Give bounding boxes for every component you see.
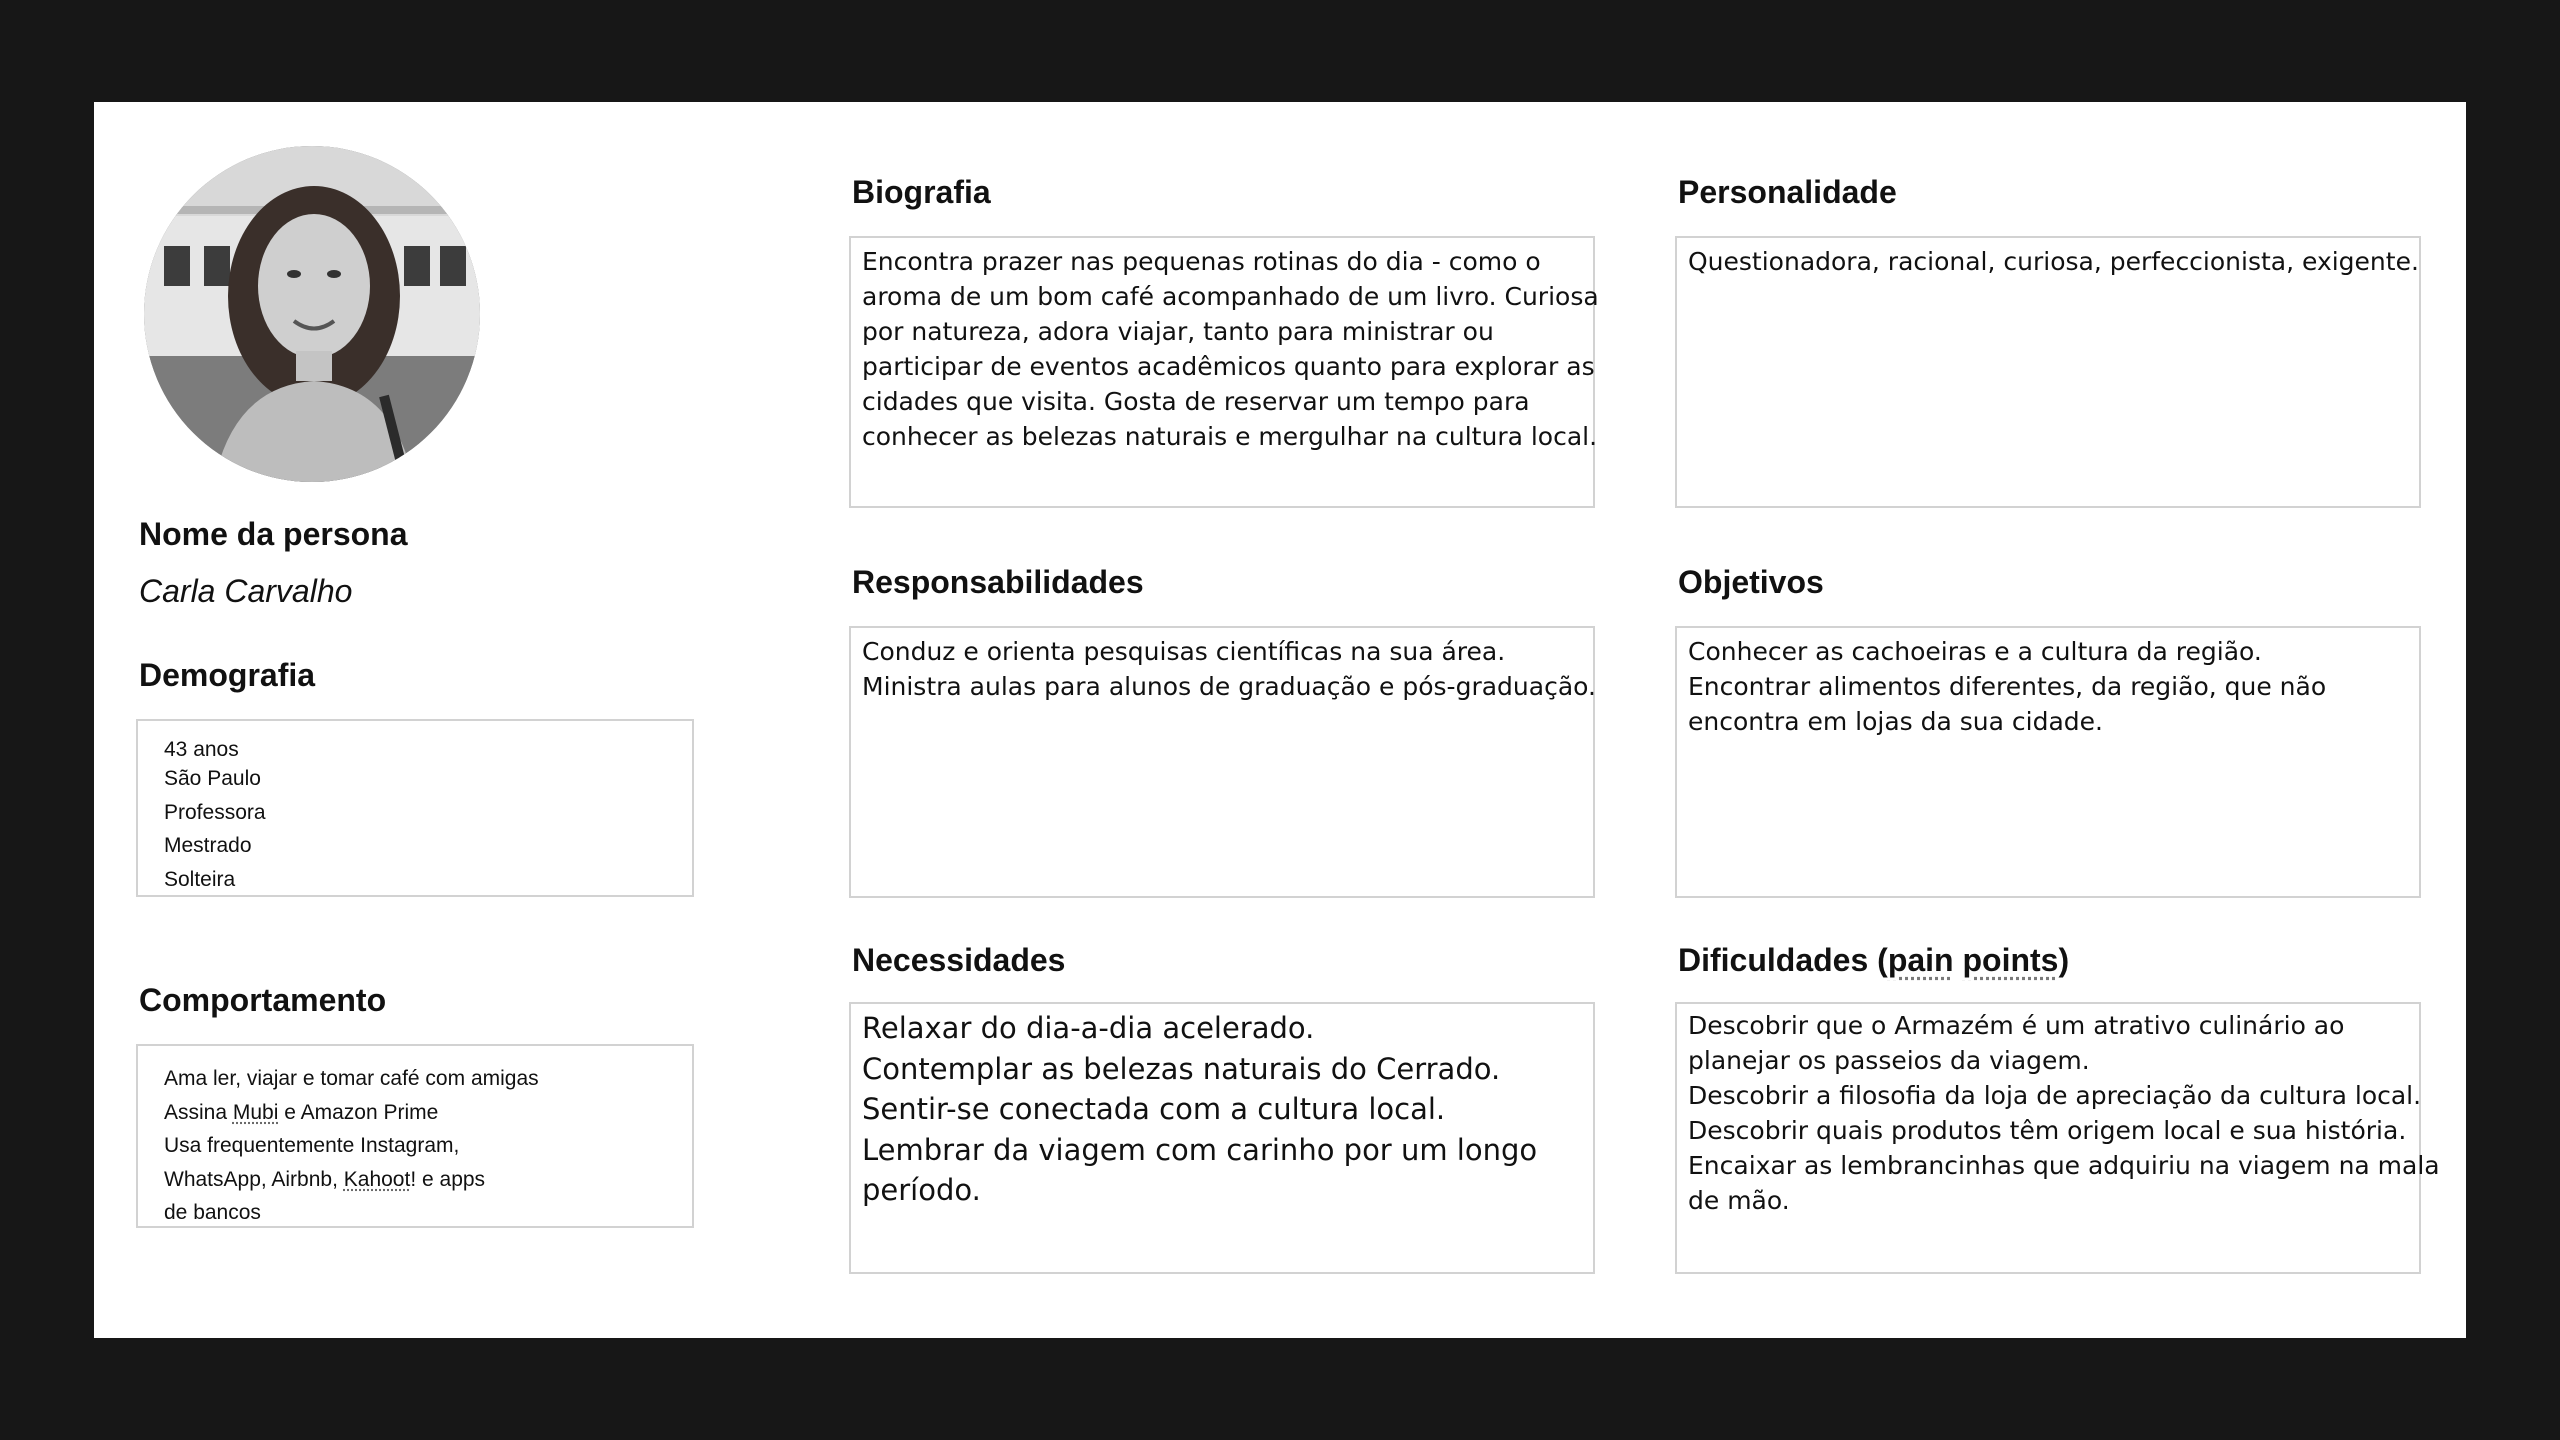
persona-portrait-icon: [144, 146, 480, 482]
necessidades-text: Relaxar do dia-a-dia acelerado. Contemplar as belezas naturais do Cerrado. Sentir-se conectada com a cultura local. Lembrar da viagem com carinho por um longo período.: [862, 1011, 1538, 1207]
objetivos-heading: Objetivos: [1678, 564, 1824, 600]
personalidade-heading: Personalidade: [1678, 174, 1897, 210]
comportamento-line: Usa frequentemente Instagram,: [164, 1134, 460, 1157]
comportamento-list: [164, 1062, 539, 1230]
comportamento-heading: Comportamento: [139, 982, 387, 1018]
personalidade-text: Questionadora, racional, curiosa, perfeccionista, exigente.: [1688, 247, 2419, 276]
comportamento-line: de bancos: [164, 1201, 261, 1224]
demografia-heading: Demografia: [139, 657, 316, 693]
dificuldades-text: Descobrir que o Armazém é um atrativo culinário ao planejar os passeios da viagem. Descobrir a filosofia da loja de apreciação da cultura local. Descobrir quais produtos têm origem local e sua história. Encaixar as lembrancinhas que adquiriu na viagem na mala de mão.: [1688, 1011, 2440, 1215]
demografia-item: São Paulo: [164, 767, 261, 790]
comportamento-line: Ama ler, viajar e tomar café com amigas: [164, 1067, 539, 1090]
biografia-text: Encontra prazer nas pequenas rotinas do dia - como o aroma de um bom café acompanhado de um livro. Curiosa por natureza, adora viajar, tanto para ministrar ou participar de eventos acadêmicos quanto para explorar as cidades que visita. Gosta de reservar um tempo para conhecer as belezas naturais e mergulhar na cultura local.: [862, 247, 1599, 451]
comportamento-line: Assina Mubi e Amazon Prime: [164, 1100, 439, 1124]
persona-name: Carla Carvalho: [139, 573, 353, 609]
necessidades-heading: Necessidades: [852, 942, 1066, 978]
persona-photo: [144, 146, 480, 482]
demografia-list: [164, 738, 266, 896]
persona-sheet: [94, 102, 2466, 1338]
demografia-item: Solteira: [164, 867, 236, 891]
demografia-item: Professora: [164, 800, 266, 824]
comportamento-line: WhatsApp, Airbnb, Kahoot! e apps: [164, 1167, 486, 1191]
biografia-heading: Biografia: [852, 174, 991, 210]
responsabilidades-heading: Responsabilidades: [852, 564, 1144, 600]
responsabilidades-text: Conduz e orienta pesquisas científicas na sua área. Ministra aulas para alunos de graduação e pós-graduação.: [862, 637, 1596, 701]
demografia-item: 43 anos: [164, 738, 239, 761]
persona-name-heading: Nome da persona: [139, 516, 408, 552]
objetivos-text: Conhecer as cachoeiras e a cultura da região. Encontrar alimentos diferentes, da região, que não encontra em lojas da sua cidade.: [1688, 637, 2327, 736]
demografia-item: Mestrado: [164, 834, 252, 857]
dificuldades-heading: Dificuldades (pain points): [1678, 942, 2070, 978]
